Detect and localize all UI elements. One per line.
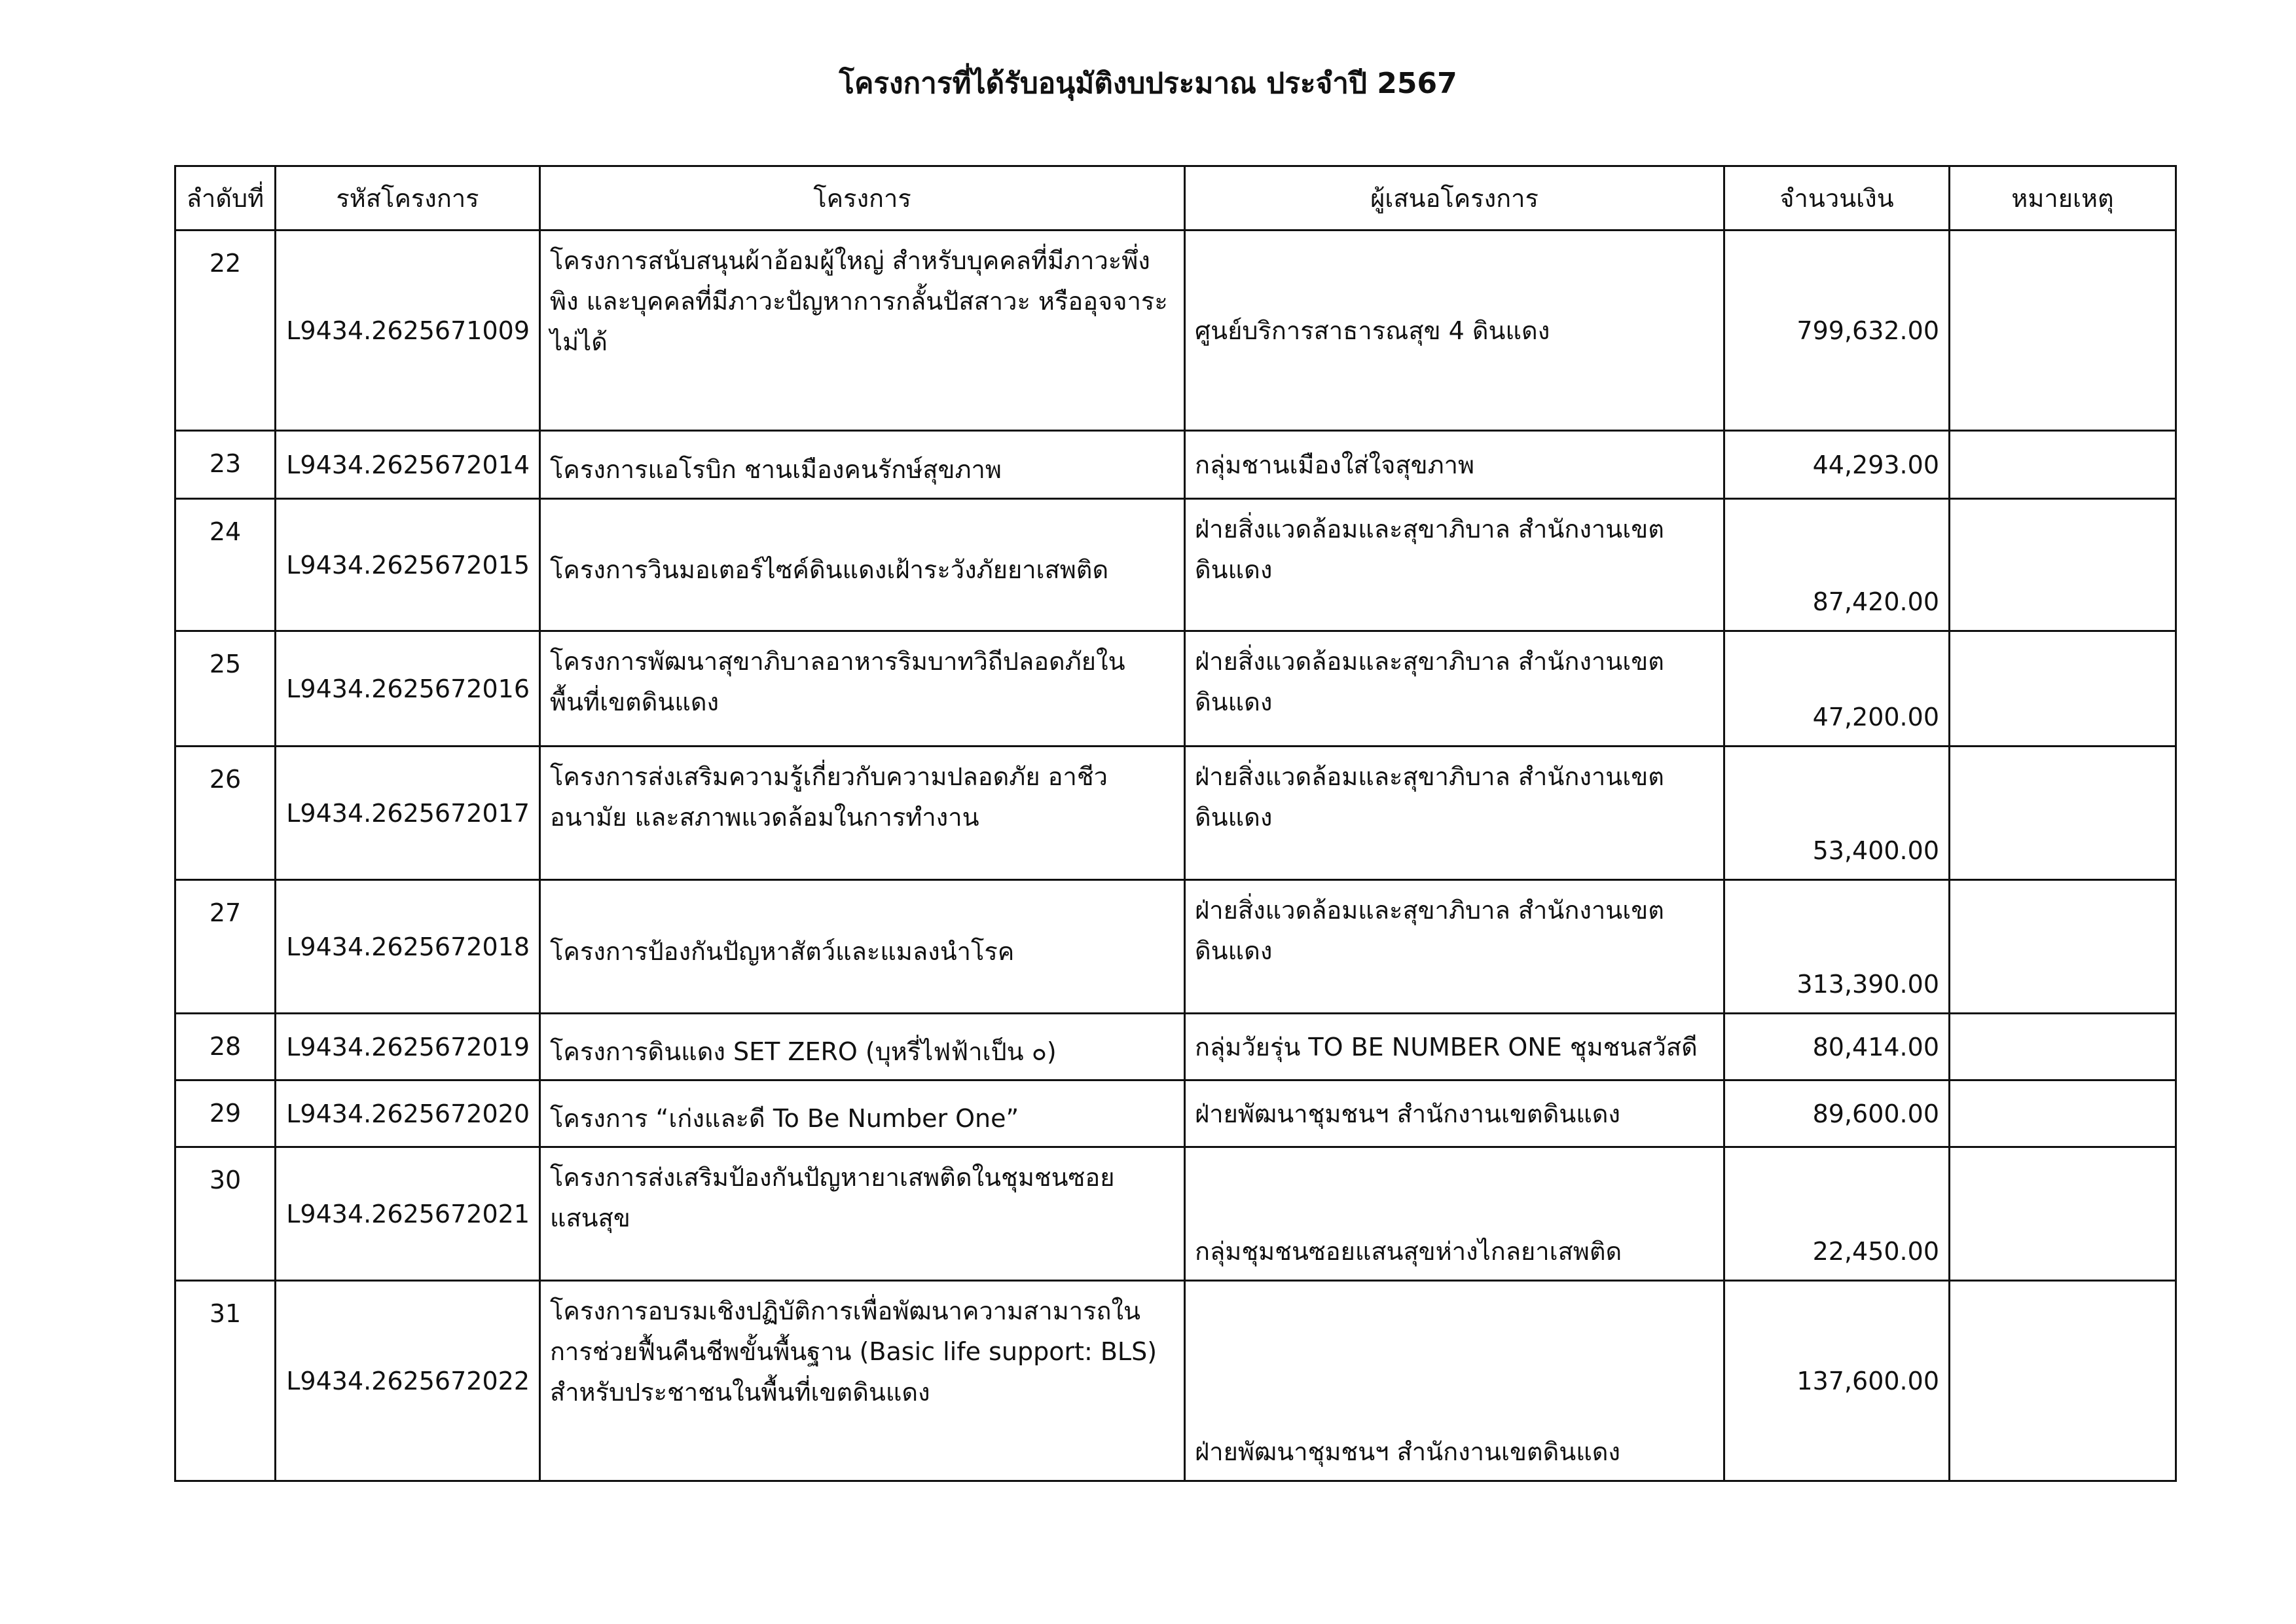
header-amount: จำนวนเงิน [1724, 166, 1950, 231]
project-name: โครงการป้องกันปัญหาสัตว์และแมลงนำโรค [540, 880, 1185, 1014]
project-code: L9434.2625672016 [276, 631, 540, 747]
table-row [175, 431, 2176, 499]
proposer: ฝ่ายสิ่งแวดล้อมและสุขาภิบาล สำนักงานเขตดินแดง [1185, 747, 1724, 880]
amount: 53,400.00 [1724, 747, 1950, 880]
proposer: ศูนย์บริการสาธารณสุข 4 ดินแดง [1185, 231, 1724, 431]
row-number: 29 [175, 1080, 276, 1147]
remarks [1950, 631, 2176, 747]
proposer: ฝ่ายสิ่งแวดล้อมและสุขาภิบาล สำนักงานเขตดินแดง [1185, 880, 1724, 1014]
header-proposer: ผู้เสนอโครงการ [1185, 166, 1724, 231]
proposer: กลุ่มชุมชนซอยแสนสุขห่างไกลยาเสพติด [1185, 1147, 1724, 1281]
amount: 313,390.00 [1724, 880, 1950, 1014]
budget-table [174, 165, 2177, 1482]
remarks [1950, 747, 2176, 880]
row-number: 27 [175, 880, 276, 1014]
table-row [175, 880, 2176, 1014]
row-number: 30 [175, 1147, 276, 1281]
project-name: โครงการแอโรบิก ชานเมืองคนรักษ์สุขภาพ [540, 431, 1185, 499]
table-row [175, 1281, 2176, 1481]
project-name: โครงการวินมอเตอร์ไซค์ดินแดงเฝ้าระวังภัยยาเสพติด [540, 499, 1185, 631]
page-title: โครงการที่ได้รับอนุมัติงบประมาณ ประจำปี 2567 [839, 67, 1457, 100]
table-row [175, 499, 2176, 631]
row-number: 25 [175, 631, 276, 747]
proposer: ฝ่ายพัฒนาชุมชนฯ สำนักงานเขตดินแดง [1185, 1281, 1724, 1481]
header-remarks: หมายเหตุ [1950, 166, 2176, 231]
table-row [175, 1080, 2176, 1147]
project-name: โครงการส่งเสริมความรู้เกี่ยวกับความปลอดภัย อาชีวอนามัย และสภาพแวดล้อมในการทำงาน [540, 747, 1185, 880]
project-code: L9434.2625672020 [276, 1080, 540, 1147]
row-number: 24 [175, 499, 276, 631]
row-number: 31 [175, 1281, 276, 1481]
table-row [175, 631, 2176, 747]
remarks [1950, 880, 2176, 1014]
row-number: 23 [175, 431, 276, 499]
header-code: รหัสโครงการ [276, 166, 540, 231]
remarks [1950, 1014, 2176, 1080]
project-code: L9434.2625671009 [276, 231, 540, 431]
project-code: L9434.2625672021 [276, 1147, 540, 1281]
project-name: โครงการส่งเสริมป้องกันปัญหายาเสพติดในชุมชนซอยแสนสุข [540, 1147, 1185, 1281]
amount: 89,600.00 [1724, 1080, 1950, 1147]
table-row [175, 747, 2176, 880]
project-code: L9434.2625672018 [276, 880, 540, 1014]
project-name: โครงการสนับสนุนผ้าอ้อมผู้ใหญ่ สำหรับบุคคลที่มีภาวะพึ่งพิง และบุคคลที่มีภาวะปัญหาการกลั้นปัสสาวะ หรืออุจจาระ ไม่ได้ [540, 231, 1185, 431]
project-name: โครงการพัฒนาสุขาภิบาลอาหารริมบาทวิถีปลอดภัยในพื้นที่เขตดินแดง [540, 631, 1185, 747]
remarks [1950, 231, 2176, 431]
project-name: โครงการอบรมเชิงปฏิบัติการเพื่อพัฒนาความสามารถในการช่วยฟื้นคืนชีพขั้นพื้นฐาน (Basic life support: BLS) สำหรับประชาชนในพื้นที่เขตดินแดง [540, 1281, 1185, 1481]
proposer: กลุ่มวัยรุ่น TO BE NUMBER ONE ชุมชนสวัสดี [1185, 1014, 1724, 1080]
header-no: ลำดับที่ [175, 166, 276, 231]
amount: 87,420.00 [1724, 499, 1950, 631]
project-code: L9434.2625672015 [276, 499, 540, 631]
amount: 137,600.00 [1724, 1281, 1950, 1481]
project-code: L9434.2625672017 [276, 747, 540, 880]
row-number: 22 [175, 231, 276, 431]
project-name: โครงการ “เก่งและดี To Be Number One” [540, 1080, 1185, 1147]
remarks [1950, 1080, 2176, 1147]
proposer: ฝ่ายสิ่งแวดล้อมและสุขาภิบาล สำนักงานเขตดินแดง [1185, 631, 1724, 747]
proposer: ฝ่ายสิ่งแวดล้อมและสุขาภิบาล สำนักงานเขตดินแดง [1185, 499, 1724, 631]
project-code: L9434.2625672022 [276, 1281, 540, 1481]
table-row [175, 231, 2176, 431]
table-row [175, 1014, 2176, 1080]
remarks [1950, 499, 2176, 631]
header-row [175, 166, 2176, 231]
amount: 47,200.00 [1724, 631, 1950, 747]
table-row [175, 1147, 2176, 1281]
proposer: กลุ่มชานเมืองใส่ใจสุขภาพ [1185, 431, 1724, 499]
header-project: โครงการ [540, 166, 1185, 231]
amount: 799,632.00 [1724, 231, 1950, 431]
proposer: ฝ่ายพัฒนาชุมชนฯ สำนักงานเขตดินแดง [1185, 1080, 1724, 1147]
row-number: 28 [175, 1014, 276, 1080]
project-code: L9434.2625672019 [276, 1014, 540, 1080]
project-code: L9434.2625672014 [276, 431, 540, 499]
row-number: 26 [175, 747, 276, 880]
amount: 22,450.00 [1724, 1147, 1950, 1281]
amount: 80,414.00 [1724, 1014, 1950, 1080]
remarks [1950, 431, 2176, 499]
project-name: โครงการดินแดง SET ZERO (บุหรี่ไฟฟ้าเป็น ๐) [540, 1014, 1185, 1080]
remarks [1950, 1281, 2176, 1481]
remarks [1950, 1147, 2176, 1281]
amount: 44,293.00 [1724, 431, 1950, 499]
